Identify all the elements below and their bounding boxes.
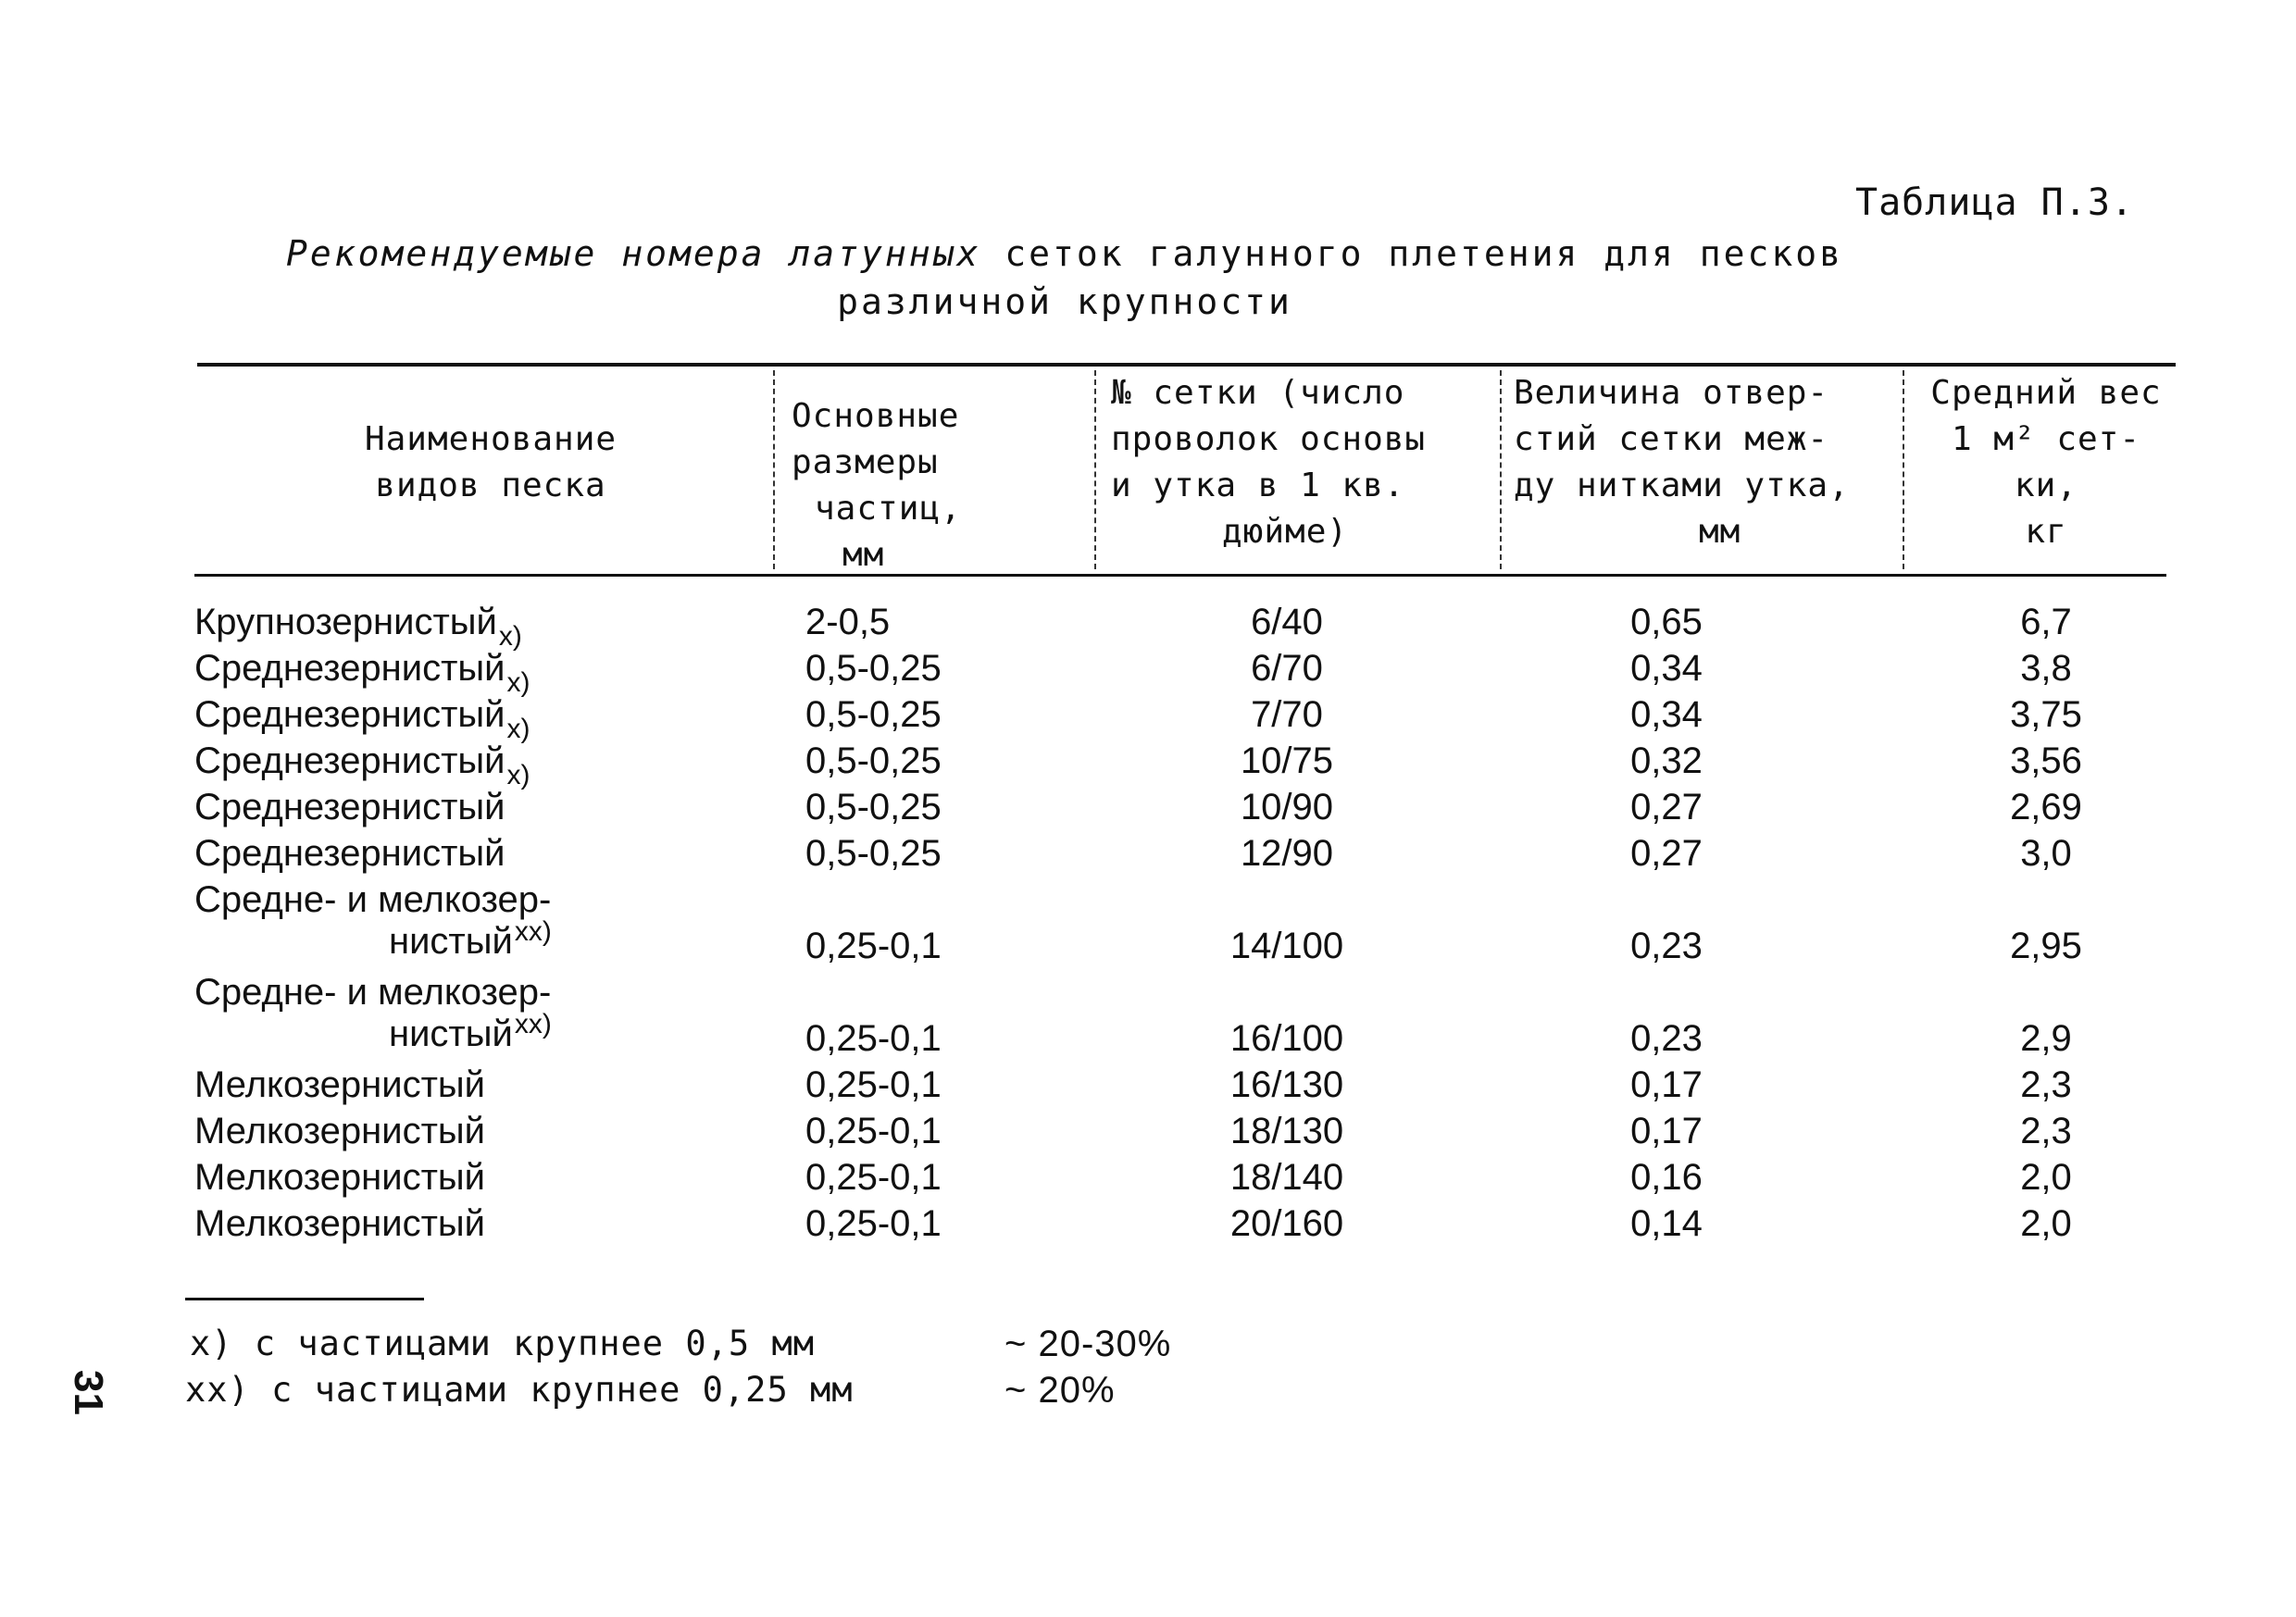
cell-mesh-weight: 2,0 — [2020, 1157, 2072, 1198]
cell-sand-type — [194, 602, 522, 652]
table-row — [0, 879, 2296, 972]
header-mesh — [1111, 370, 1500, 578]
table-row — [0, 740, 2296, 790]
cell-mesh-number: 7/70 — [1251, 694, 1323, 735]
cell-sand-type — [194, 972, 552, 1055]
footnote-mark: x) — [506, 667, 530, 698]
cell-opening-size: 0,27 — [1630, 833, 1703, 874]
table-row — [0, 1203, 2296, 1250]
footnote-percent: ~ 20% — [1004, 1370, 1116, 1411]
header-mesh-line: дюйме) — [1222, 513, 1349, 551]
footnote-percent: ~ 20-30% — [1004, 1324, 1172, 1364]
table-row — [0, 972, 2296, 1064]
header-size-line: Основные — [792, 397, 960, 435]
cell-opening-size: 0,65 — [1630, 602, 1703, 642]
cell-mesh-number: 12/90 — [1240, 833, 1334, 874]
header-size — [792, 393, 1032, 602]
cell-opening-size: 0,32 — [1630, 740, 1703, 781]
cell-sand-type — [194, 787, 505, 828]
cell-mesh-weight: 6,7 — [2020, 602, 2072, 642]
cell-mesh-weight: 2,9 — [2020, 1018, 2072, 1059]
cell-mesh-number: 16/130 — [1229, 1064, 1344, 1105]
table-top-rule — [197, 363, 2176, 367]
sand-type-text: Среднезернистый — [194, 833, 505, 874]
page-number: 31 — [66, 1370, 111, 1415]
cell-opening-size: 0,17 — [1630, 1064, 1703, 1105]
footnote-mark: x) — [506, 760, 530, 790]
header-mesh-line: проволок основы — [1111, 420, 1427, 458]
sand-type-text: Мелкозернистый — [194, 1111, 486, 1151]
header-size-line: мм — [842, 536, 885, 574]
footnote — [185, 1370, 1116, 1411]
header-size-line: размеры — [792, 443, 939, 481]
cell-mesh-weight: 2,0 — [2020, 1203, 2072, 1244]
cell-opening-size: 0,34 — [1630, 648, 1703, 689]
cell-particle-size: 0,25-0,1 — [805, 1111, 942, 1151]
cell-sand-type — [194, 1064, 485, 1106]
caption-rest: сеток галунного плетения для песков — [980, 233, 1844, 274]
caption-line-2: различной крупности — [837, 281, 1292, 322]
sand-type-text: Мелкозернистый — [194, 1064, 486, 1105]
cell-mesh-weight: 2,3 — [2020, 1064, 2072, 1105]
footnote-mark: xx) — [514, 1009, 552, 1039]
cell-mesh-weight: 3,75 — [2010, 694, 2082, 735]
header-divider — [1903, 370, 1904, 569]
sand-type-text: Среднезернистый — [194, 648, 505, 689]
cell-particle-size: 0,25-0,1 — [805, 1203, 942, 1244]
header-weight — [1912, 370, 2180, 578]
cell-opening-size: 0,23 — [1630, 1018, 1703, 1059]
cell-mesh-number: 10/90 — [1240, 787, 1334, 827]
table-row — [0, 648, 2296, 698]
cell-sand-type — [194, 694, 530, 744]
header-weight-line: кг — [2025, 513, 2067, 551]
cell-particle-size: 0,5-0,25 — [805, 694, 942, 735]
table-row — [0, 833, 2296, 879]
header-name — [213, 417, 768, 625]
header-name-line: видов песка — [375, 466, 606, 504]
cell-sand-type — [194, 740, 530, 790]
cell-particle-size: 2-0,5 — [805, 602, 891, 642]
cell-mesh-weight: 3,56 — [2010, 740, 2082, 781]
cell-mesh-weight: 3,0 — [2020, 833, 2072, 874]
header-weight-line: 1 м² сет- — [1951, 420, 2141, 458]
sand-type-text: Мелкозернистый — [194, 1157, 486, 1198]
table-label: Таблица П.3. — [1855, 181, 2134, 224]
sand-type-text: Среднезернистый — [194, 694, 505, 735]
cell-mesh-number: 18/130 — [1229, 1111, 1344, 1151]
cell-mesh-number: 18/140 — [1229, 1157, 1344, 1198]
cell-opening-size: 0,17 — [1630, 1111, 1703, 1151]
cell-opening-size: 0,16 — [1630, 1157, 1703, 1198]
header-divider — [1500, 370, 1502, 569]
sand-type-text: Среднезернистый — [194, 787, 505, 827]
cell-particle-size: 0,5-0,25 — [805, 648, 942, 689]
cell-mesh-weight: 2,95 — [2010, 926, 2082, 966]
header-weight-line: Средний вес — [1930, 374, 2162, 412]
table-row — [0, 1064, 2296, 1111]
table-row — [0, 694, 2296, 744]
sand-type-text: Средне- и мелкозер- — [194, 972, 552, 1013]
cell-particle-size: 0,5-0,25 — [805, 787, 942, 827]
cell-sand-type — [194, 833, 505, 875]
footnote-mark: x) — [506, 714, 530, 744]
cell-particle-size: 0,5-0,25 — [805, 740, 942, 781]
header-opening-line: стий сетки меж- — [1514, 420, 1829, 458]
sand-type-text: Мелкозернистый — [194, 1203, 486, 1244]
cell-mesh-number: 10/75 — [1240, 740, 1334, 781]
cell-opening-size: 0,23 — [1630, 926, 1703, 966]
footnote-rule — [185, 1298, 424, 1300]
header-size-line: частиц, — [815, 490, 962, 528]
cell-particle-size: 0,25-0,1 — [805, 1018, 942, 1059]
header-weight-line: ки, — [2014, 466, 2078, 504]
cell-mesh-number: 20/160 — [1229, 1203, 1344, 1244]
header-opening-line: ду нитками утка, — [1514, 466, 1850, 504]
header-opening — [1514, 370, 1903, 578]
cell-particle-size: 0,25-0,1 — [805, 926, 942, 966]
header-opening-line: Величина отвер- — [1514, 374, 1829, 412]
sand-type-text: Среднезернистый — [194, 740, 505, 781]
cell-mesh-number: 6/40 — [1251, 602, 1323, 642]
cell-sand-type — [194, 648, 530, 698]
header-mesh-line: и утка в 1 кв. — [1111, 466, 1405, 504]
header-opening-line: мм — [1699, 513, 1741, 551]
cell-particle-size: 0,25-0,1 — [805, 1157, 942, 1198]
footnote — [190, 1324, 1172, 1364]
footnote-mark: xx) — [514, 916, 552, 947]
sand-type-text-cont — [194, 916, 552, 963]
cell-opening-size: 0,14 — [1630, 1203, 1703, 1244]
cell-mesh-number: 16/100 — [1229, 1018, 1344, 1059]
sand-type-text-cont-word: нистый — [389, 921, 513, 962]
header-mesh-line: № сетки (число — [1111, 374, 1405, 412]
table-row — [0, 1111, 2296, 1157]
caption-italic: Рекомендуемые номера латунных — [285, 233, 981, 274]
footnote-text: x) с частицами крупнее 0,5 мм — [190, 1324, 816, 1363]
cell-opening-size: 0,34 — [1630, 694, 1703, 735]
table-row — [0, 602, 2296, 652]
caption-line-1 — [231, 230, 1898, 278]
cell-sand-type — [194, 879, 552, 963]
table-row — [0, 787, 2296, 833]
footnote-text: xx) с частицами крупнее 0,25 мм — [185, 1370, 854, 1410]
header-divider — [1094, 370, 1096, 569]
sand-type-text: Крупнозернистый — [194, 602, 497, 642]
footnote-mark: x) — [498, 621, 522, 652]
table-row — [0, 1157, 2296, 1203]
table-caption — [231, 230, 1898, 326]
cell-mesh-number: 14/100 — [1229, 926, 1344, 966]
header-divider — [773, 370, 775, 569]
sand-type-text-cont — [194, 1009, 552, 1055]
sand-type-text: Средне- и мелкозер- — [194, 879, 552, 920]
cell-particle-size: 0,25-0,1 — [805, 1064, 942, 1105]
cell-mesh-number: 6/70 — [1251, 648, 1323, 689]
sand-type-text-cont-word: нистый — [389, 1014, 513, 1054]
cell-mesh-weight: 2,3 — [2020, 1111, 2072, 1151]
cell-sand-type — [194, 1157, 485, 1199]
header-name-line: Наименование — [364, 420, 618, 458]
cell-opening-size: 0,27 — [1630, 787, 1703, 827]
cell-mesh-weight: 3,8 — [2020, 648, 2072, 689]
cell-sand-type — [194, 1203, 485, 1245]
cell-particle-size: 0,5-0,25 — [805, 833, 942, 874]
cell-mesh-weight: 2,69 — [2010, 787, 2082, 827]
cell-sand-type — [194, 1111, 485, 1152]
